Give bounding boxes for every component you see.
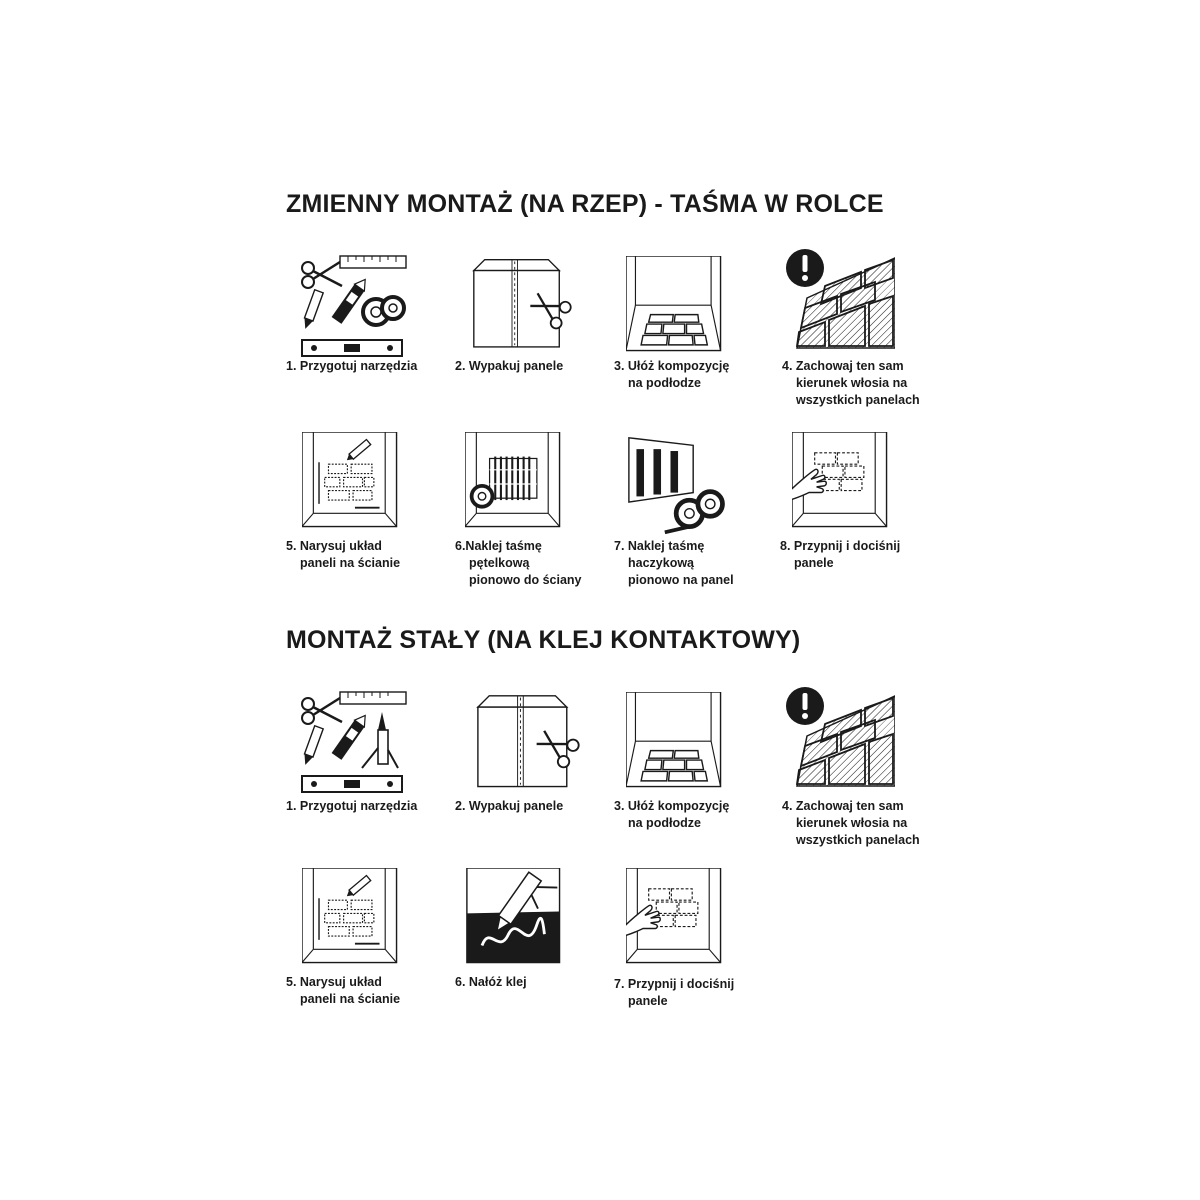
s1-step-3-caption-line2: na podłodze: [628, 376, 701, 390]
s2-step-4-caption-line3: wszystkich panelach: [796, 833, 920, 847]
s1-step-8-caption-line1: 8. Przypnij i dociśnij: [780, 539, 901, 553]
s1-step-8-caption-line2: panele: [794, 556, 834, 570]
s1-step-6-caption-line1: 6.Naklej taśmę: [455, 539, 542, 553]
s2-step-6-caption: 6. Nałóż klej: [455, 975, 527, 989]
s1-step-1-caption: 1. Przygotuj narzędzia: [286, 359, 418, 373]
s1-step-4-caption-line3: wszystkich panelach: [796, 393, 920, 407]
wall-layout-icon: [302, 432, 406, 536]
press-panels-icon: [626, 868, 730, 972]
s1-step-7-caption-line2: haczykową: [628, 556, 695, 570]
s1-step-5-caption-line1: 5. Narysuj układ: [286, 539, 382, 553]
s1-step-6-caption-line2: pętelkową: [469, 556, 530, 570]
hook-tape-panel-icon: [626, 434, 732, 538]
s2-step-4-caption-line1: 4. Zachowaj ten sam: [782, 799, 904, 813]
section1-title: ZMIENNY MONTAŻ (NA RZEP) - TAŚMA W ROLCE: [286, 190, 884, 218]
s2-step-7-caption-line1: 7. Przypnij i dociśnij: [614, 977, 735, 991]
tools-icon: [298, 254, 408, 364]
s2-step-3-caption-line2: na podłodze: [628, 816, 701, 830]
s2-step-2-caption: 2. Wypakuj panele: [455, 799, 564, 813]
s1-step-3-caption-line1: 3. Ułóż kompozycję: [614, 359, 730, 373]
s2-step-5-caption-line2: paneli na ścianie: [300, 992, 401, 1006]
unpack-panels-icon: [475, 692, 581, 796]
apply-glue-icon: [465, 868, 569, 972]
s1-step-2-caption: 2. Wypakuj panele: [455, 359, 564, 373]
s1-step-4-caption-line2: kierunek włosia na: [796, 376, 908, 390]
s2-step-5-caption-line1: 5. Narysuj układ: [286, 975, 382, 989]
s1-step-7-caption-line3: pionowo na panel: [628, 573, 734, 587]
loop-tape-wall-icon: [465, 432, 569, 536]
s2-step-7-caption-line2: panele: [628, 994, 668, 1008]
tools-glue-icon: [298, 690, 408, 800]
s1-step-6-caption-line3: pionowo do ściany: [469, 573, 582, 587]
s1-step-7-caption-line1: 7. Naklej taśmę: [614, 539, 705, 553]
wall-layout-icon: [302, 868, 406, 972]
s2-step-1-caption: 1. Przygotuj narzędzia: [286, 799, 418, 813]
section2-title: MONTAŻ STAŁY (NA KLEJ KONTAKTOWY): [286, 626, 801, 654]
warning-texture-icon: [785, 248, 895, 358]
s1-step-5-caption-line2: paneli na ścianie: [300, 556, 401, 570]
s1-step-4-caption-line1: 4. Zachowaj ten sam: [782, 359, 904, 373]
unpack-panels-icon: [467, 256, 577, 356]
s2-step-3-caption-line1: 3. Ułóż kompozycję: [614, 799, 730, 813]
floor-layout-icon: [626, 692, 730, 796]
s2-step-4-caption-line2: kierunek włosia na: [796, 816, 908, 830]
warning-texture-icon: [785, 686, 895, 796]
press-panels-icon: [792, 432, 896, 536]
floor-layout-icon: [626, 256, 730, 360]
